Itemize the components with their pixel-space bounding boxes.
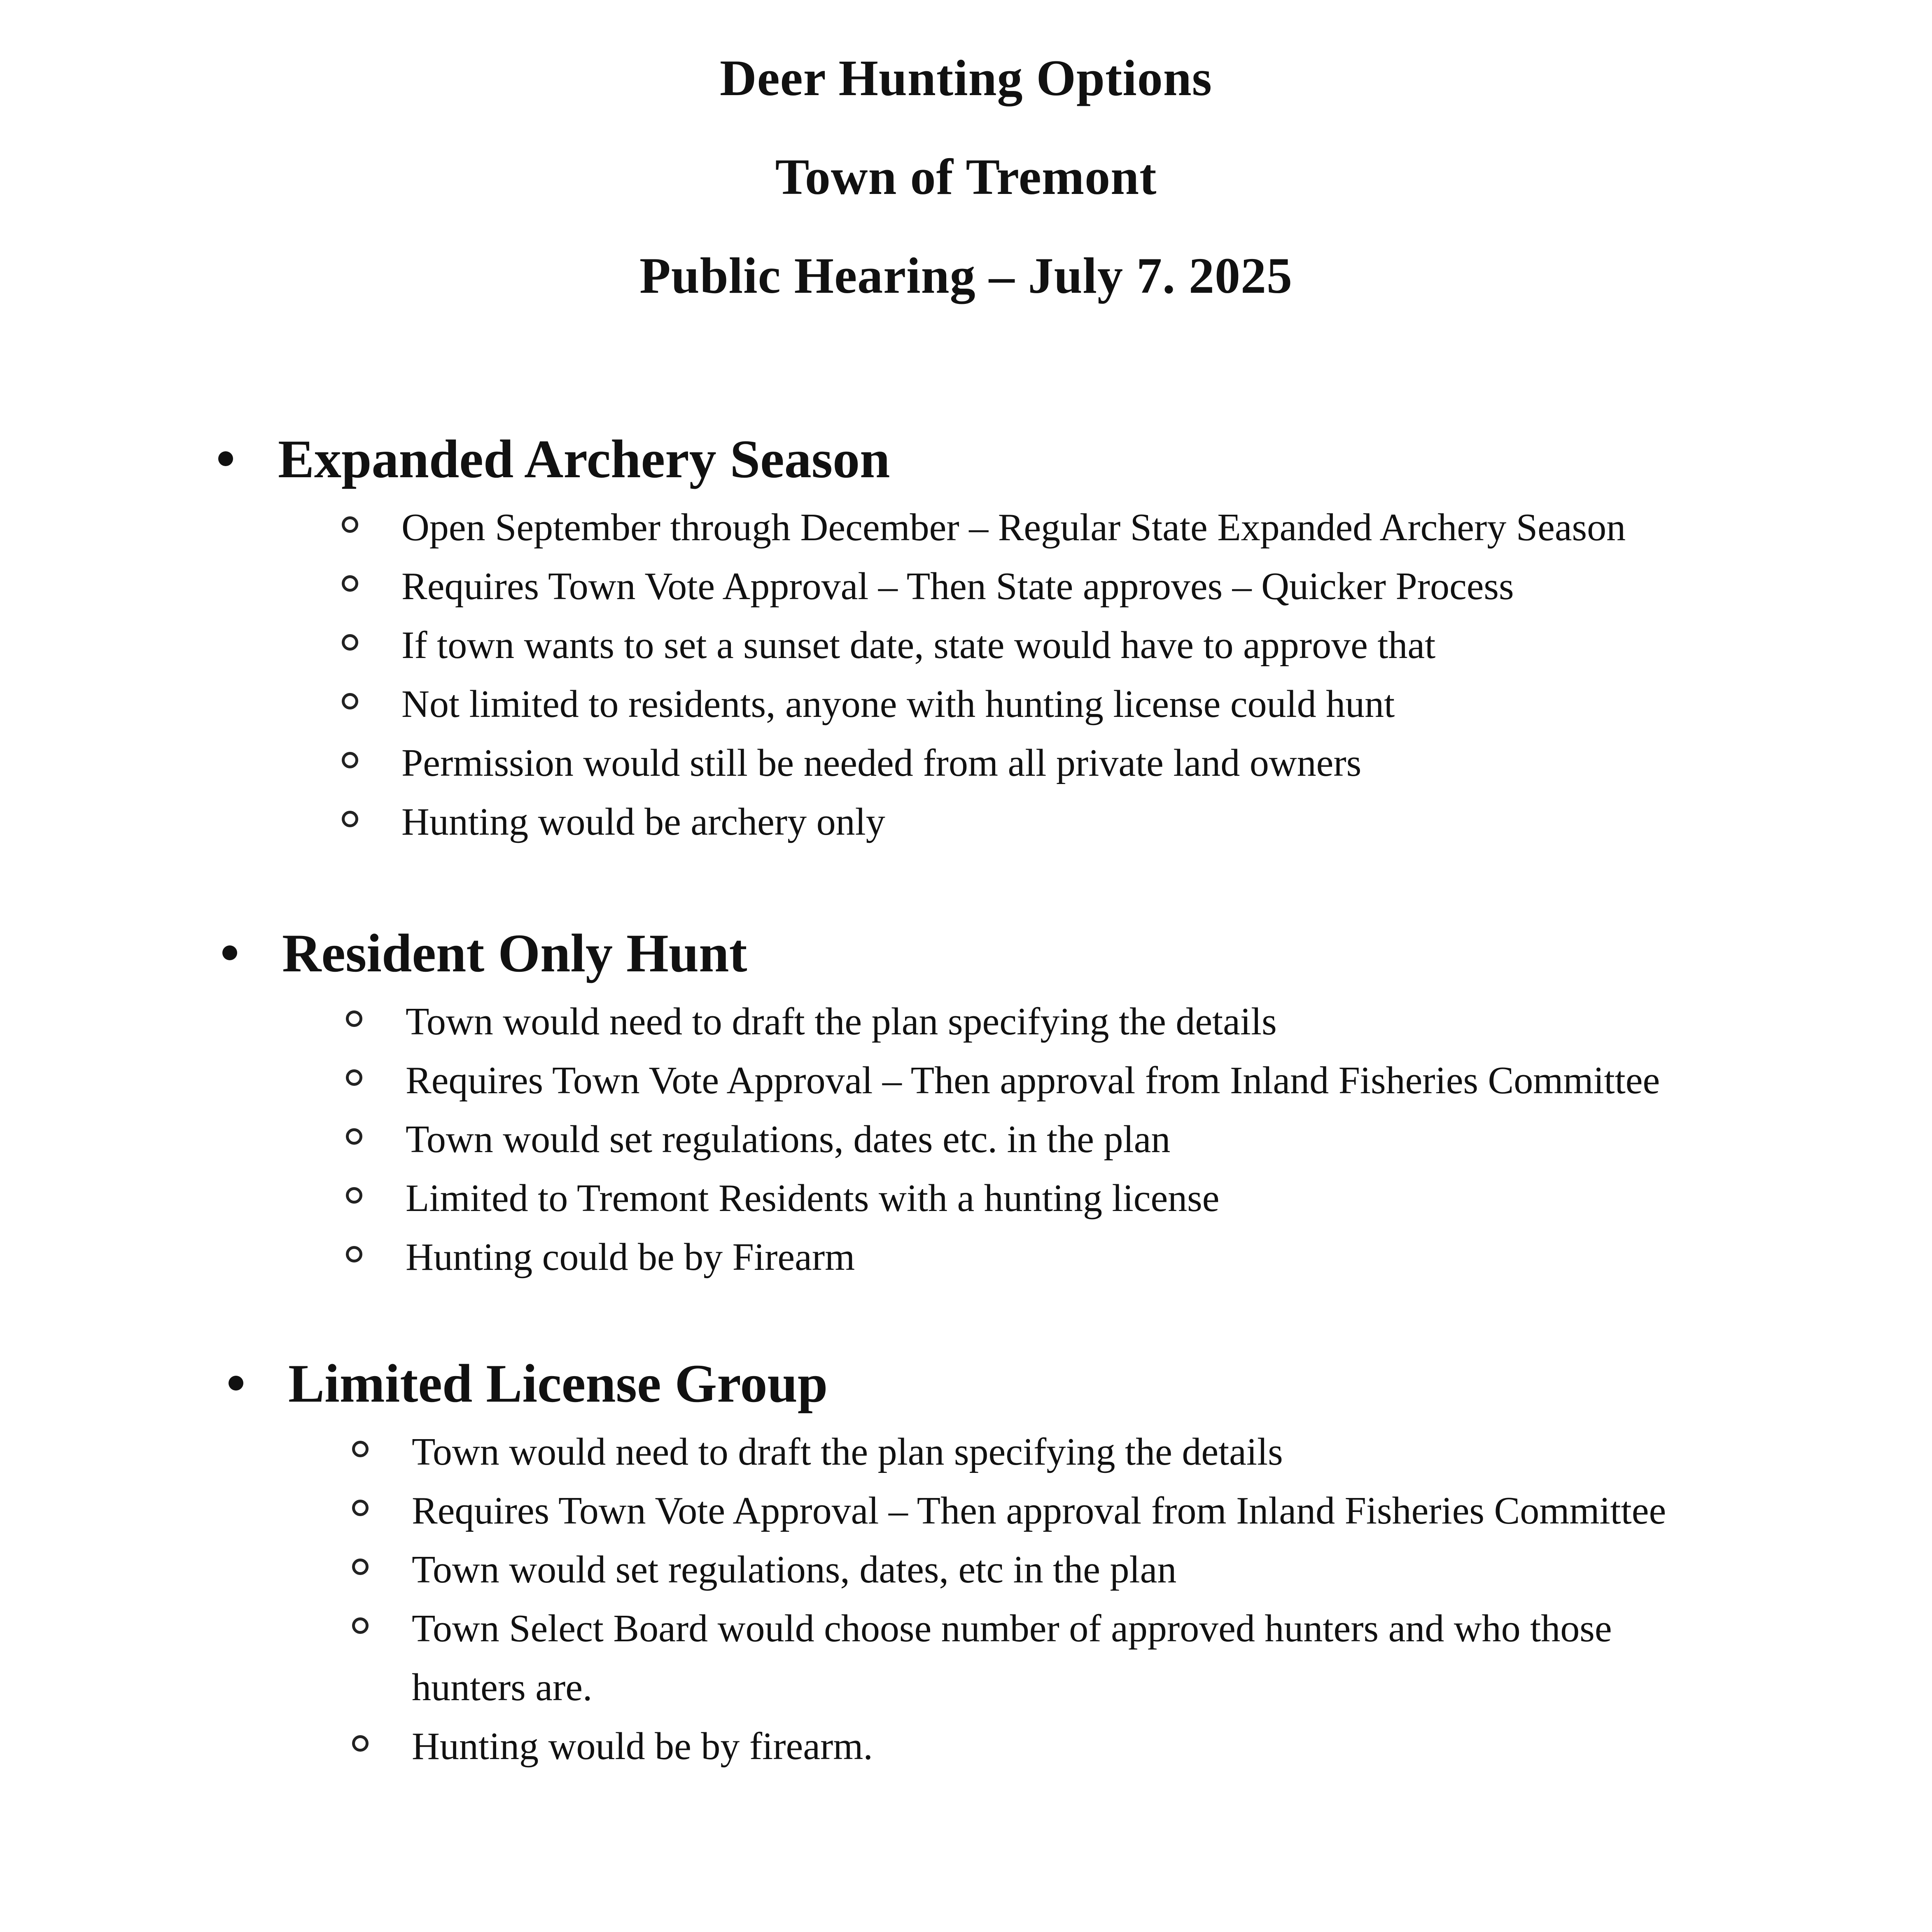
circle-bullet-icon (352, 1735, 369, 1752)
list-item-text: Requires Town Vote Approval – Then State approves – Quicker Process (401, 565, 1514, 608)
option-details-list (352, 1423, 1917, 1776)
list-item (352, 1540, 1688, 1599)
section-expanded-archery-season (218, 420, 1783, 852)
section-heading (218, 420, 1783, 498)
list-item-text: Open September through December – Regular State Expanded Archery Season (401, 506, 1626, 549)
list-item (352, 1423, 1688, 1482)
circle-bullet-icon (352, 1559, 369, 1575)
bullet-icon (222, 945, 237, 960)
list-item-text: Town would set regulations, dates, etc in the plan (412, 1548, 1177, 1591)
option-details-list (346, 992, 1911, 1287)
circle-bullet-icon (342, 634, 358, 651)
circle-bullet-icon (352, 1617, 369, 1634)
circle-bullet-icon (352, 1441, 369, 1457)
list-item (346, 1051, 1682, 1110)
list-item (352, 1599, 1688, 1717)
circle-bullet-icon (346, 1010, 362, 1027)
list-item (346, 992, 1682, 1051)
document-header (0, 29, 1932, 325)
section-heading (229, 1344, 1793, 1423)
list-item (342, 498, 1678, 557)
circle-bullet-icon (342, 693, 358, 709)
list-item (342, 557, 1678, 616)
list-item-text: If town wants to set a sunset date, state would have to approve that (401, 624, 1436, 667)
circle-bullet-icon (346, 1187, 362, 1204)
list-item-text: Not limited to residents, anyone with hunting license could hunt (401, 683, 1395, 726)
list-item (342, 616, 1678, 675)
circle-bullet-icon (342, 752, 358, 768)
list-item-text: Limited to Tremont Residents with a hunting license (406, 1177, 1220, 1220)
circle-bullet-icon (342, 811, 358, 827)
circle-bullet-icon (342, 516, 358, 533)
list-item-text: Town would need to draft the plan specifying the details (412, 1430, 1283, 1473)
hearing-date: Public Hearing – July 7. 2025 (639, 247, 1293, 304)
circle-bullet-icon (346, 1246, 362, 1262)
list-item-text: Requires Town Vote Approval – Then approval from Inland Fisheries Committee (406, 1059, 1660, 1102)
circle-bullet-icon (352, 1500, 369, 1516)
list-item-text: Town would need to draft the plan specifying the details (406, 1000, 1277, 1043)
section-title: Resident Only Hunt (282, 923, 747, 983)
section-heading (222, 914, 1787, 992)
option-details-list (342, 498, 1906, 852)
list-item (352, 1482, 1688, 1540)
list-item-text: Hunting would be by firearm. (412, 1725, 873, 1768)
list-item-text: Hunting would be archery only (401, 800, 885, 843)
bullet-icon (218, 451, 233, 466)
document-title: Deer Hunting Options (720, 50, 1212, 106)
circle-bullet-icon (342, 575, 358, 592)
list-item (352, 1717, 1688, 1776)
list-item (342, 793, 1678, 852)
section-limited-license-group (229, 1344, 1793, 1776)
list-item-text: Town would set regulations, dates etc. in the plan (406, 1118, 1171, 1161)
list-item (346, 1228, 1682, 1287)
list-item-text: Hunting could be by Firearm (406, 1236, 855, 1279)
list-item (342, 675, 1678, 734)
list-item-text: Requires Town Vote Approval – Then approval from Inland Fisheries Committee (412, 1489, 1666, 1532)
circle-bullet-icon (346, 1128, 362, 1145)
list-item-text: Town Select Board would choose number of approved hunters and who those hunters are. (412, 1607, 1612, 1709)
list-item (346, 1169, 1682, 1228)
section-title: Limited License Group (288, 1353, 828, 1414)
list-item-text: Permission would still be needed from all private land owners (401, 742, 1362, 784)
circle-bullet-icon (346, 1069, 362, 1086)
section-title: Expanded Archery Season (278, 429, 890, 489)
section-resident-only-hunt (222, 914, 1787, 1287)
list-item (346, 1110, 1682, 1169)
document-subtitle: Town of Tremont (775, 149, 1157, 205)
bullet-icon (229, 1376, 243, 1391)
list-item (342, 734, 1678, 793)
